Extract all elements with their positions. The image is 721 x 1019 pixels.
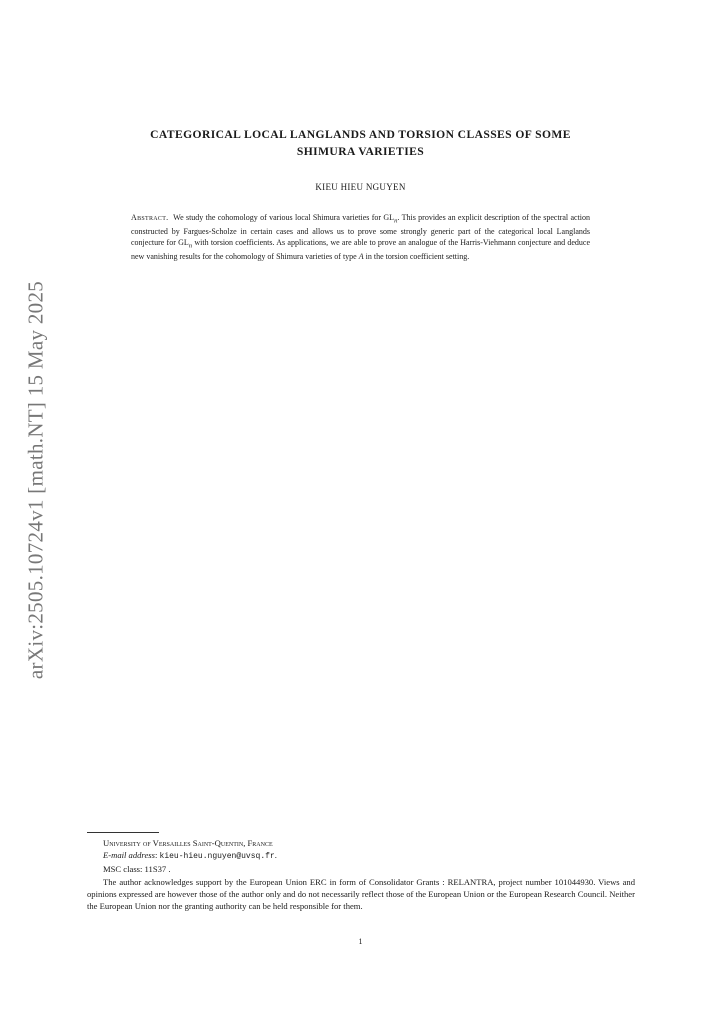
author-name: KIEU HIEU NGUYEN — [315, 182, 406, 192]
abstract-subscript-n: n — [188, 242, 193, 250]
title-line-2: SHIMURA VARIETIES — [296, 145, 425, 158]
abstract-subscript-n: n — [394, 217, 398, 225]
abstract — [131, 213, 590, 263]
footnotes — [87, 837, 635, 912]
abstract-text-part-4: in the torsion coefficient setting. — [363, 252, 470, 262]
email-line: E-mail address: kieu-hieu.nguyen@uvsq.fr. — [103, 850, 277, 862]
msc-class: MSC class: 11S37 . — [103, 864, 171, 875]
arxiv-identifier-stamp: arXiv:2505.10724v1 [math.NT] 15 May 2025 — [23, 280, 48, 680]
abstract-text-part-2: . This provides an explicit description of the spectral action constructed by Fargues-Scholze in certain cases and allows us to prove some strongly generic part of the categorical local Langlands conjecture for GL — [131, 213, 591, 247]
abstract-text-part-1: We study the cohomology of various local Shimura varieties for GL — [173, 213, 395, 222]
abstract-type-letter: A — [358, 252, 364, 262]
paper-title — [80, 126, 641, 160]
footnote-rule — [87, 832, 159, 833]
abstract-text-part-3: with torsion coefficients. As applications, we are able to prove an analogue of the Harris-Viehmann conjecture and deduce new vanishing results for the cohomology of Shimura varieties of type — [131, 238, 590, 262]
email-address[interactable]: kieu-hieu.nguyen@uvsq.fr — [159, 852, 275, 862]
title-line-1: CATEGORICAL LOCAL LANGLANDS AND TORSION CLASSES OF SOME — [150, 128, 571, 141]
email-label: E-mail address — [103, 850, 155, 861]
author-affiliation: University of Versailles Saint-Quentin, France — [103, 838, 273, 848]
abstract-heading: Abstract. — [131, 213, 169, 222]
acknowledgement: The author acknowledges support by the European Union ERC in form of Consolidator Grants : RELANTRA, project number 101044930. Views and opinions expressed are however those of the author only and do not necessarily reflect those of the European Union or the European Research Council. Neither the European Union nor the granting authority can be held responsible for them. — [87, 876, 635, 912]
page-number: 1 — [358, 937, 363, 946]
